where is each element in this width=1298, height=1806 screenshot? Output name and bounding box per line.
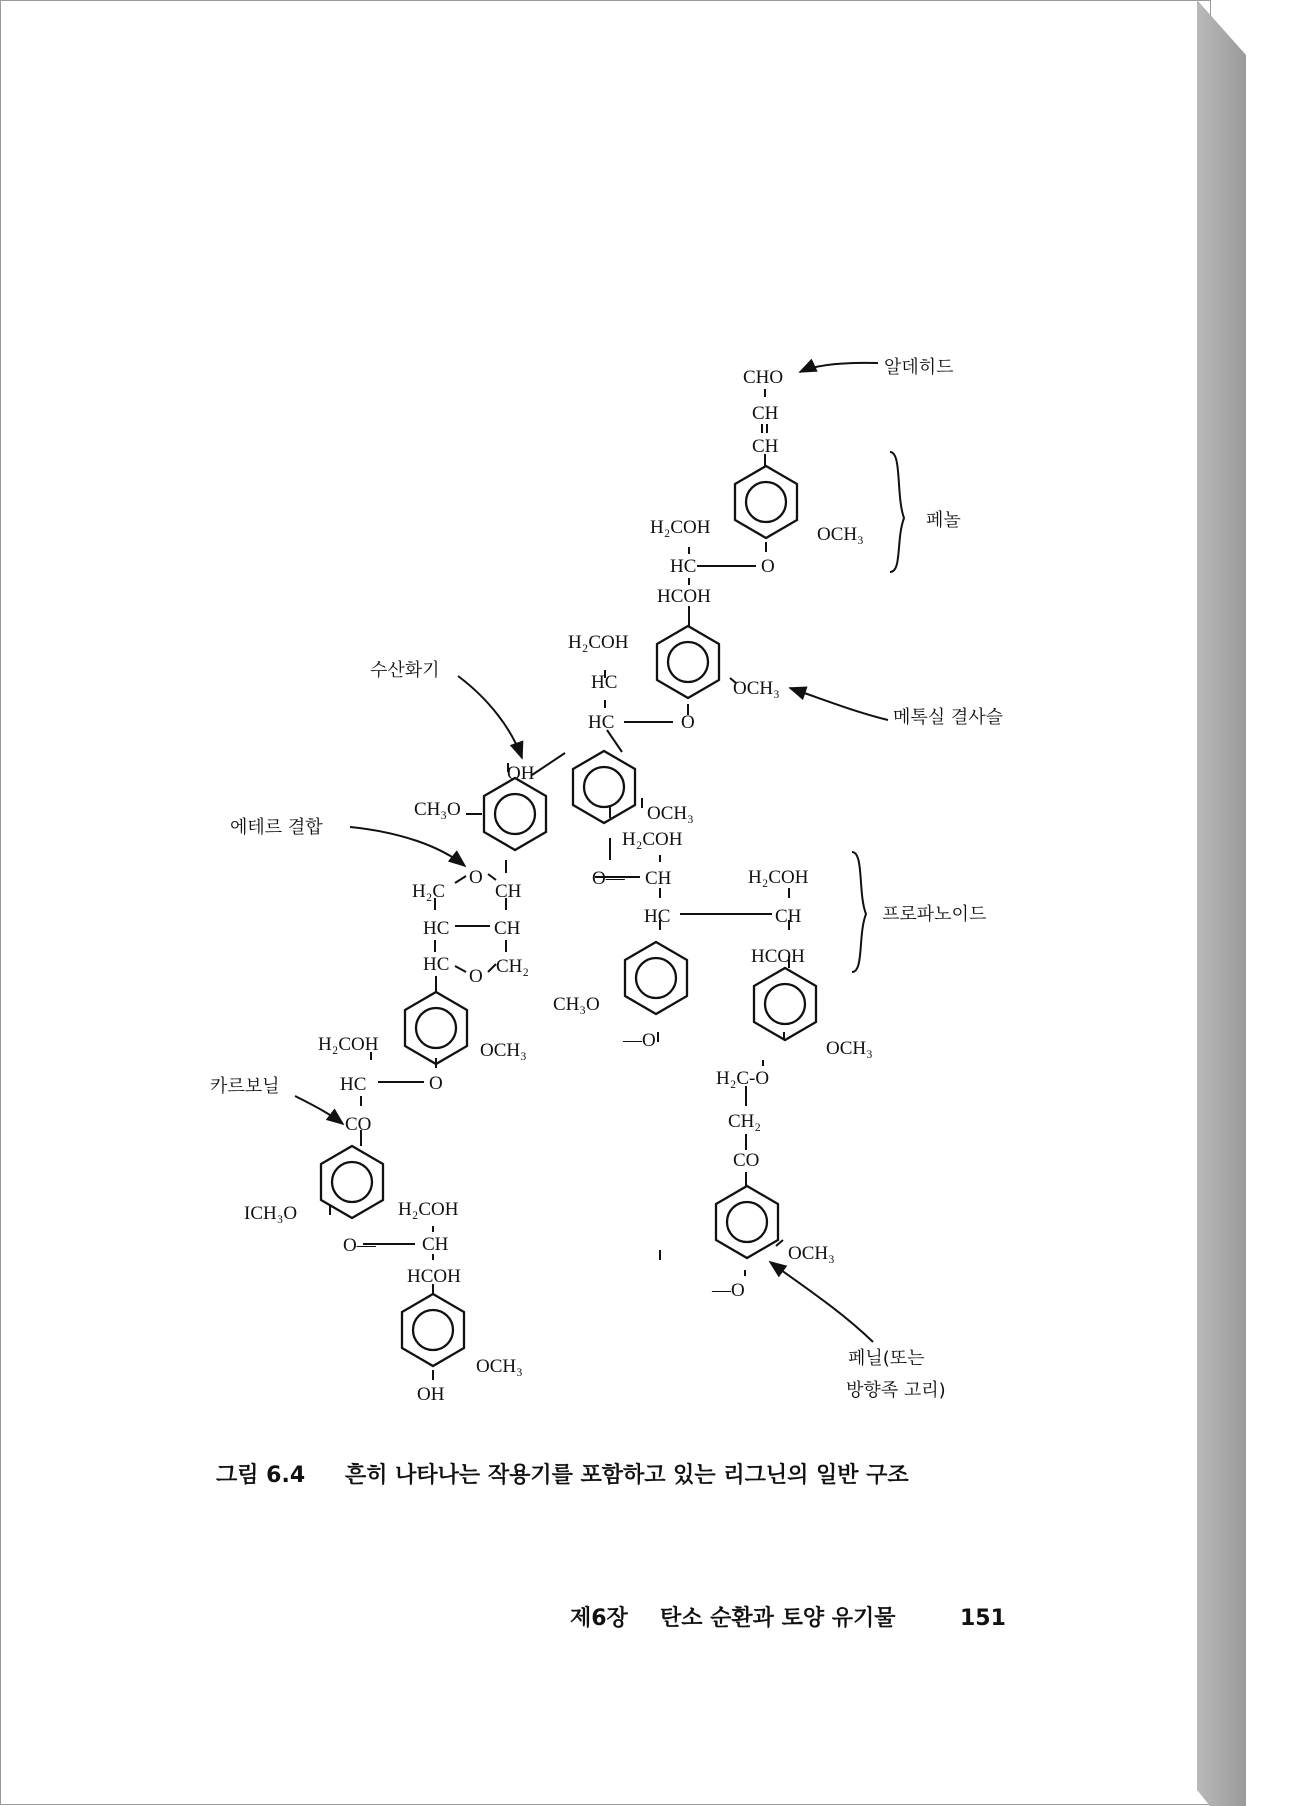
methine-ch: CH	[645, 868, 672, 889]
page-sheet	[1, 1, 1211, 1805]
terminal-hydroxyl: OH	[417, 1384, 445, 1405]
book-spine-shadow	[1197, 0, 1246, 1806]
ether-label: 에테르 결합	[230, 817, 323, 838]
methylene-ch2: CH₂	[496, 956, 530, 977]
carbonyl-co: CO	[733, 1150, 760, 1171]
hydroxymethyl-group: H₂COH	[622, 829, 683, 850]
vinyl-ch-upper: CH	[752, 403, 779, 424]
methine-hc: HC	[591, 672, 618, 693]
ether-oxygen: O—	[343, 1235, 376, 1256]
methoxy-group: CH₃O	[414, 799, 461, 820]
aldehyde-label: 알데히드	[884, 357, 954, 378]
methoxy-group: CH₃O	[553, 994, 600, 1015]
vinyl-ch-lower: CH	[752, 436, 779, 457]
methoxy-group: OCH₃	[817, 524, 864, 545]
aryl-ether-oxygen: O—	[592, 868, 625, 889]
hydroxymethine-group: HCOH	[657, 586, 711, 607]
phenol-label: 페놀	[926, 510, 961, 531]
methine-ch: CH	[775, 906, 802, 927]
carbonyl-label: 카르보닐	[210, 1076, 280, 1097]
methoxy-group: OCH₃	[826, 1038, 873, 1059]
hydroxymethyl-group: H₂COH	[748, 867, 809, 888]
methylene-ether: H₂C-O	[716, 1068, 770, 1089]
hydroxymethyl-group: H₂COH	[568, 632, 629, 653]
chapter-label: 제6장	[570, 1606, 628, 1631]
methoxy-group: OCH₃	[733, 678, 780, 699]
propanoid-label: 프로파노이드	[882, 904, 987, 925]
ring-oxygen: O	[469, 966, 483, 987]
methine-hc: HC	[340, 1074, 367, 1095]
methoxy-group: OCH₃	[476, 1356, 523, 1377]
hydroxymethine-group: HCOH	[751, 946, 805, 967]
aryl-ether-link: —O	[712, 1280, 745, 1301]
hydroxyl-label: 수산화기	[370, 660, 440, 681]
ether-oxygen: O	[761, 556, 775, 577]
methylene-ch2: CH₂	[728, 1111, 762, 1132]
ether-oxygen: O	[429, 1073, 443, 1094]
hydroxyl-oh: OH	[507, 763, 535, 784]
methine-hc: HC	[588, 712, 615, 733]
methine-ch: CH	[495, 881, 522, 902]
aldehyde-group: CHO	[743, 367, 784, 388]
page-number: 151	[960, 1606, 1006, 1631]
figure-number: 그림 6.4	[216, 1463, 306, 1488]
methoxyl-label: 메톡실 결사슬	[893, 707, 1004, 728]
ring-oxygen: O	[469, 867, 483, 888]
methine-ch: CH	[494, 918, 521, 939]
carbonyl-co: CO	[345, 1114, 372, 1135]
methylene-h2c: H₂C	[412, 881, 446, 902]
methine-hc: HC	[423, 954, 450, 975]
methine-hc: HC	[670, 556, 697, 577]
hydroxymethyl-group: H₂COH	[398, 1199, 459, 1220]
phenyl-label-line1: 페닐(또는	[848, 1348, 925, 1369]
methine-hc: HC	[644, 906, 671, 927]
methine-hc: HC	[423, 918, 450, 939]
methoxy-group: OCH₃	[788, 1243, 835, 1264]
phenyl-label-line2: 방향족 고리)	[846, 1380, 946, 1401]
hydroxymethyl-group: H₂COH	[650, 517, 711, 538]
methoxy-group: OCH₃	[647, 803, 694, 824]
hydroxymethyl-group: H₂COH	[318, 1034, 379, 1055]
chapter-title: 탄소 순환과 토양 유기물	[660, 1606, 896, 1631]
methine-ch: CH	[422, 1234, 449, 1255]
caption-text: 흔히 나타나는 작용기를 포함하고 있는 리그닌의 일반 구조	[345, 1463, 909, 1488]
methoxy-group: ICH₃O	[244, 1203, 298, 1224]
hydroxymethine-group: HCOH	[407, 1266, 461, 1287]
aryl-ether-link: —O	[623, 1030, 656, 1051]
ether-oxygen: O	[681, 712, 695, 733]
methoxy-group: OCH₃	[480, 1040, 527, 1061]
